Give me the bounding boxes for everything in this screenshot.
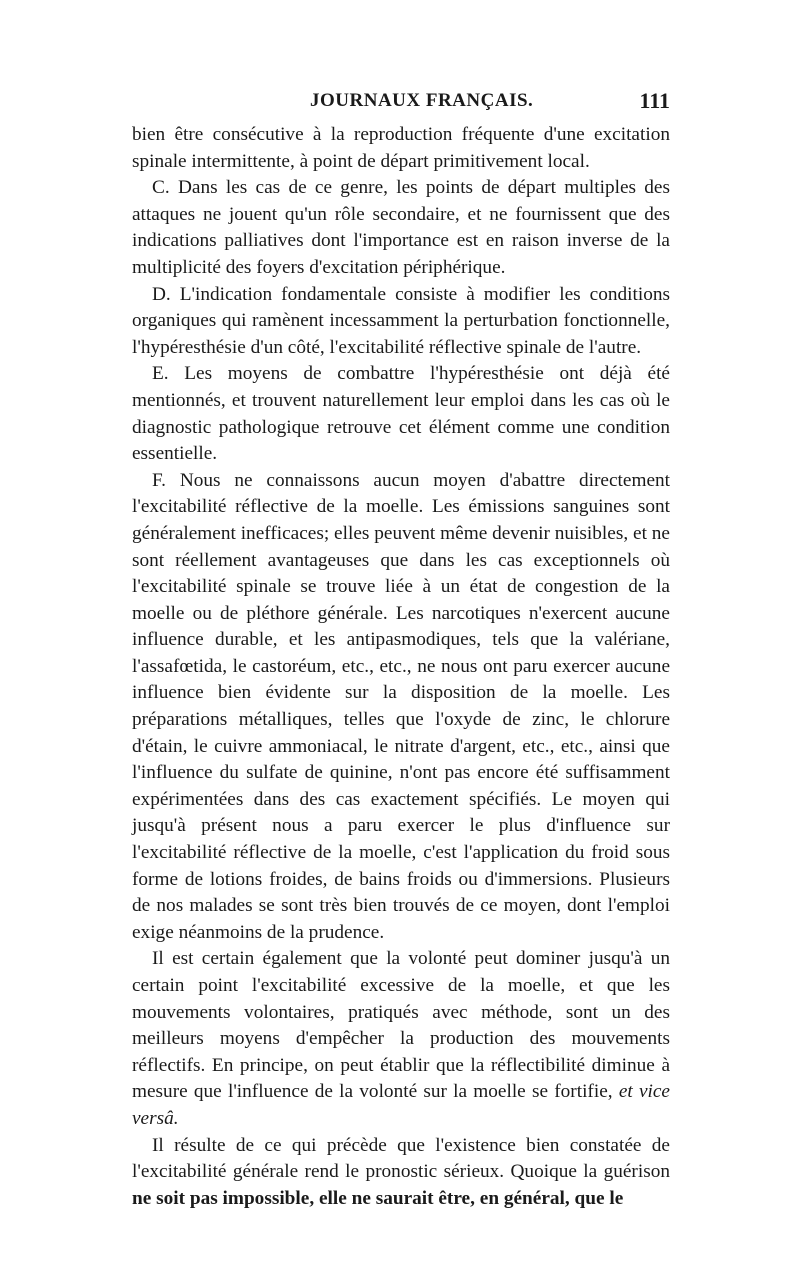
body-text: [132, 122, 670, 1212]
paragraph-e: E. Les moyens de combattre l'hypéresthésie ont déjà été mentionnés, et trouvent naturellement leur emploi dans les cas où le diagnostic pathologique retrouve cet élément comme une condition essentielle.: [132, 363, 670, 465]
bold-last-line: ne soit pas impossible, elle ne saurait être, en général, que le: [132, 1187, 624, 1209]
paragraph-d: D. L'indication fondamentale consiste à modifier les conditions organiques qui ramènent incessamment la perturbation fonctionnelle, l'hypéresthésie d'un côté, l'excitabilité réflective spinale de l'autre.: [132, 283, 670, 358]
paragraph-continuation: bien être consécutive à la reproduction fréquente d'une excitation spinale intermittente, à point de départ primitivement local.: [132, 124, 670, 172]
paragraph-f: F. Nous ne connaissons aucun moyen d'abattre directement l'excitabilité réflective de la moelle. Les émissions sanguines sont généralement inefficaces; elles peuvent même devenir nuisibles, et ne sont réellement avantageuses que dans les cas exceptionnels où l'excitabilité spinale se trouve liée à un état de congestion de la moelle ou de pléthore générale. Les narcotiques n'exercent aucune influence durable, et les antipasmodiques, tels que la valériane, l'assafœtida, le castoréum, etc., etc., ne nous ont paru exercer aucune influence bien évidente sur la disposition de la moelle. Les préparations métalliques, telles que l'oxyde de zinc, le chlorure d'étain, le cuivre ammoniacal, le nitrate d'argent, etc., etc., ainsi que l'influence du sulfate de quinine, n'ont pas encore été suffisamment expérimentées dans des cas exactement spécifiés. Le moyen qui jusqu'à présent nous a paru exercer le plus d'influence sur l'excitabilité réflective de la moelle, c'est l'application du froid sous forme de lotions froides, de bains froids ou d'immersions. Plusieurs de nos malades se sont très bien trouvés de ce moyen, dont l'emploi exige néanmoins de la prudence.: [132, 469, 670, 943]
page-header: [132, 88, 670, 118]
paragraph-c: C. Dans les cas de ce genre, les points de départ multiples des attaques ne jouent qu'un rôle secondaire, et ne fournissent que des indications palliatives dont l'importance est en raison inverse de la multiplicité des foyers d'excitation périphérique.: [132, 177, 670, 278]
page-number: 111: [639, 88, 670, 113]
paragraph-pronostic: [132, 1133, 670, 1213]
running-title: JOURNAUX FRANÇAIS.: [310, 90, 534, 111]
paragraph-volonte: [132, 946, 670, 1132]
paragraph-volonte-text: Il est certain également que la volonté peut dominer jusqu'à un certain point l'excitabilité excessive de la moelle, et que les mouvements volontaires, pratiqués avec méthode, sont un des meilleurs moyens d'empêcher la production des mouvements réflectifs. En principe, on peut établir que la réflectibilité diminue à mesure que l'influence de la volonté sur la moelle se fortifie,: [132, 948, 670, 1103]
italic-phrase: et vice versâ.: [132, 1081, 670, 1129]
paragraph-pronostic-text: Il résulte de ce qui précède que l'existence bien constatée de l'excitabilité générale rend le pronostic sérieux. Quoique la guérison: [132, 1134, 670, 1183]
